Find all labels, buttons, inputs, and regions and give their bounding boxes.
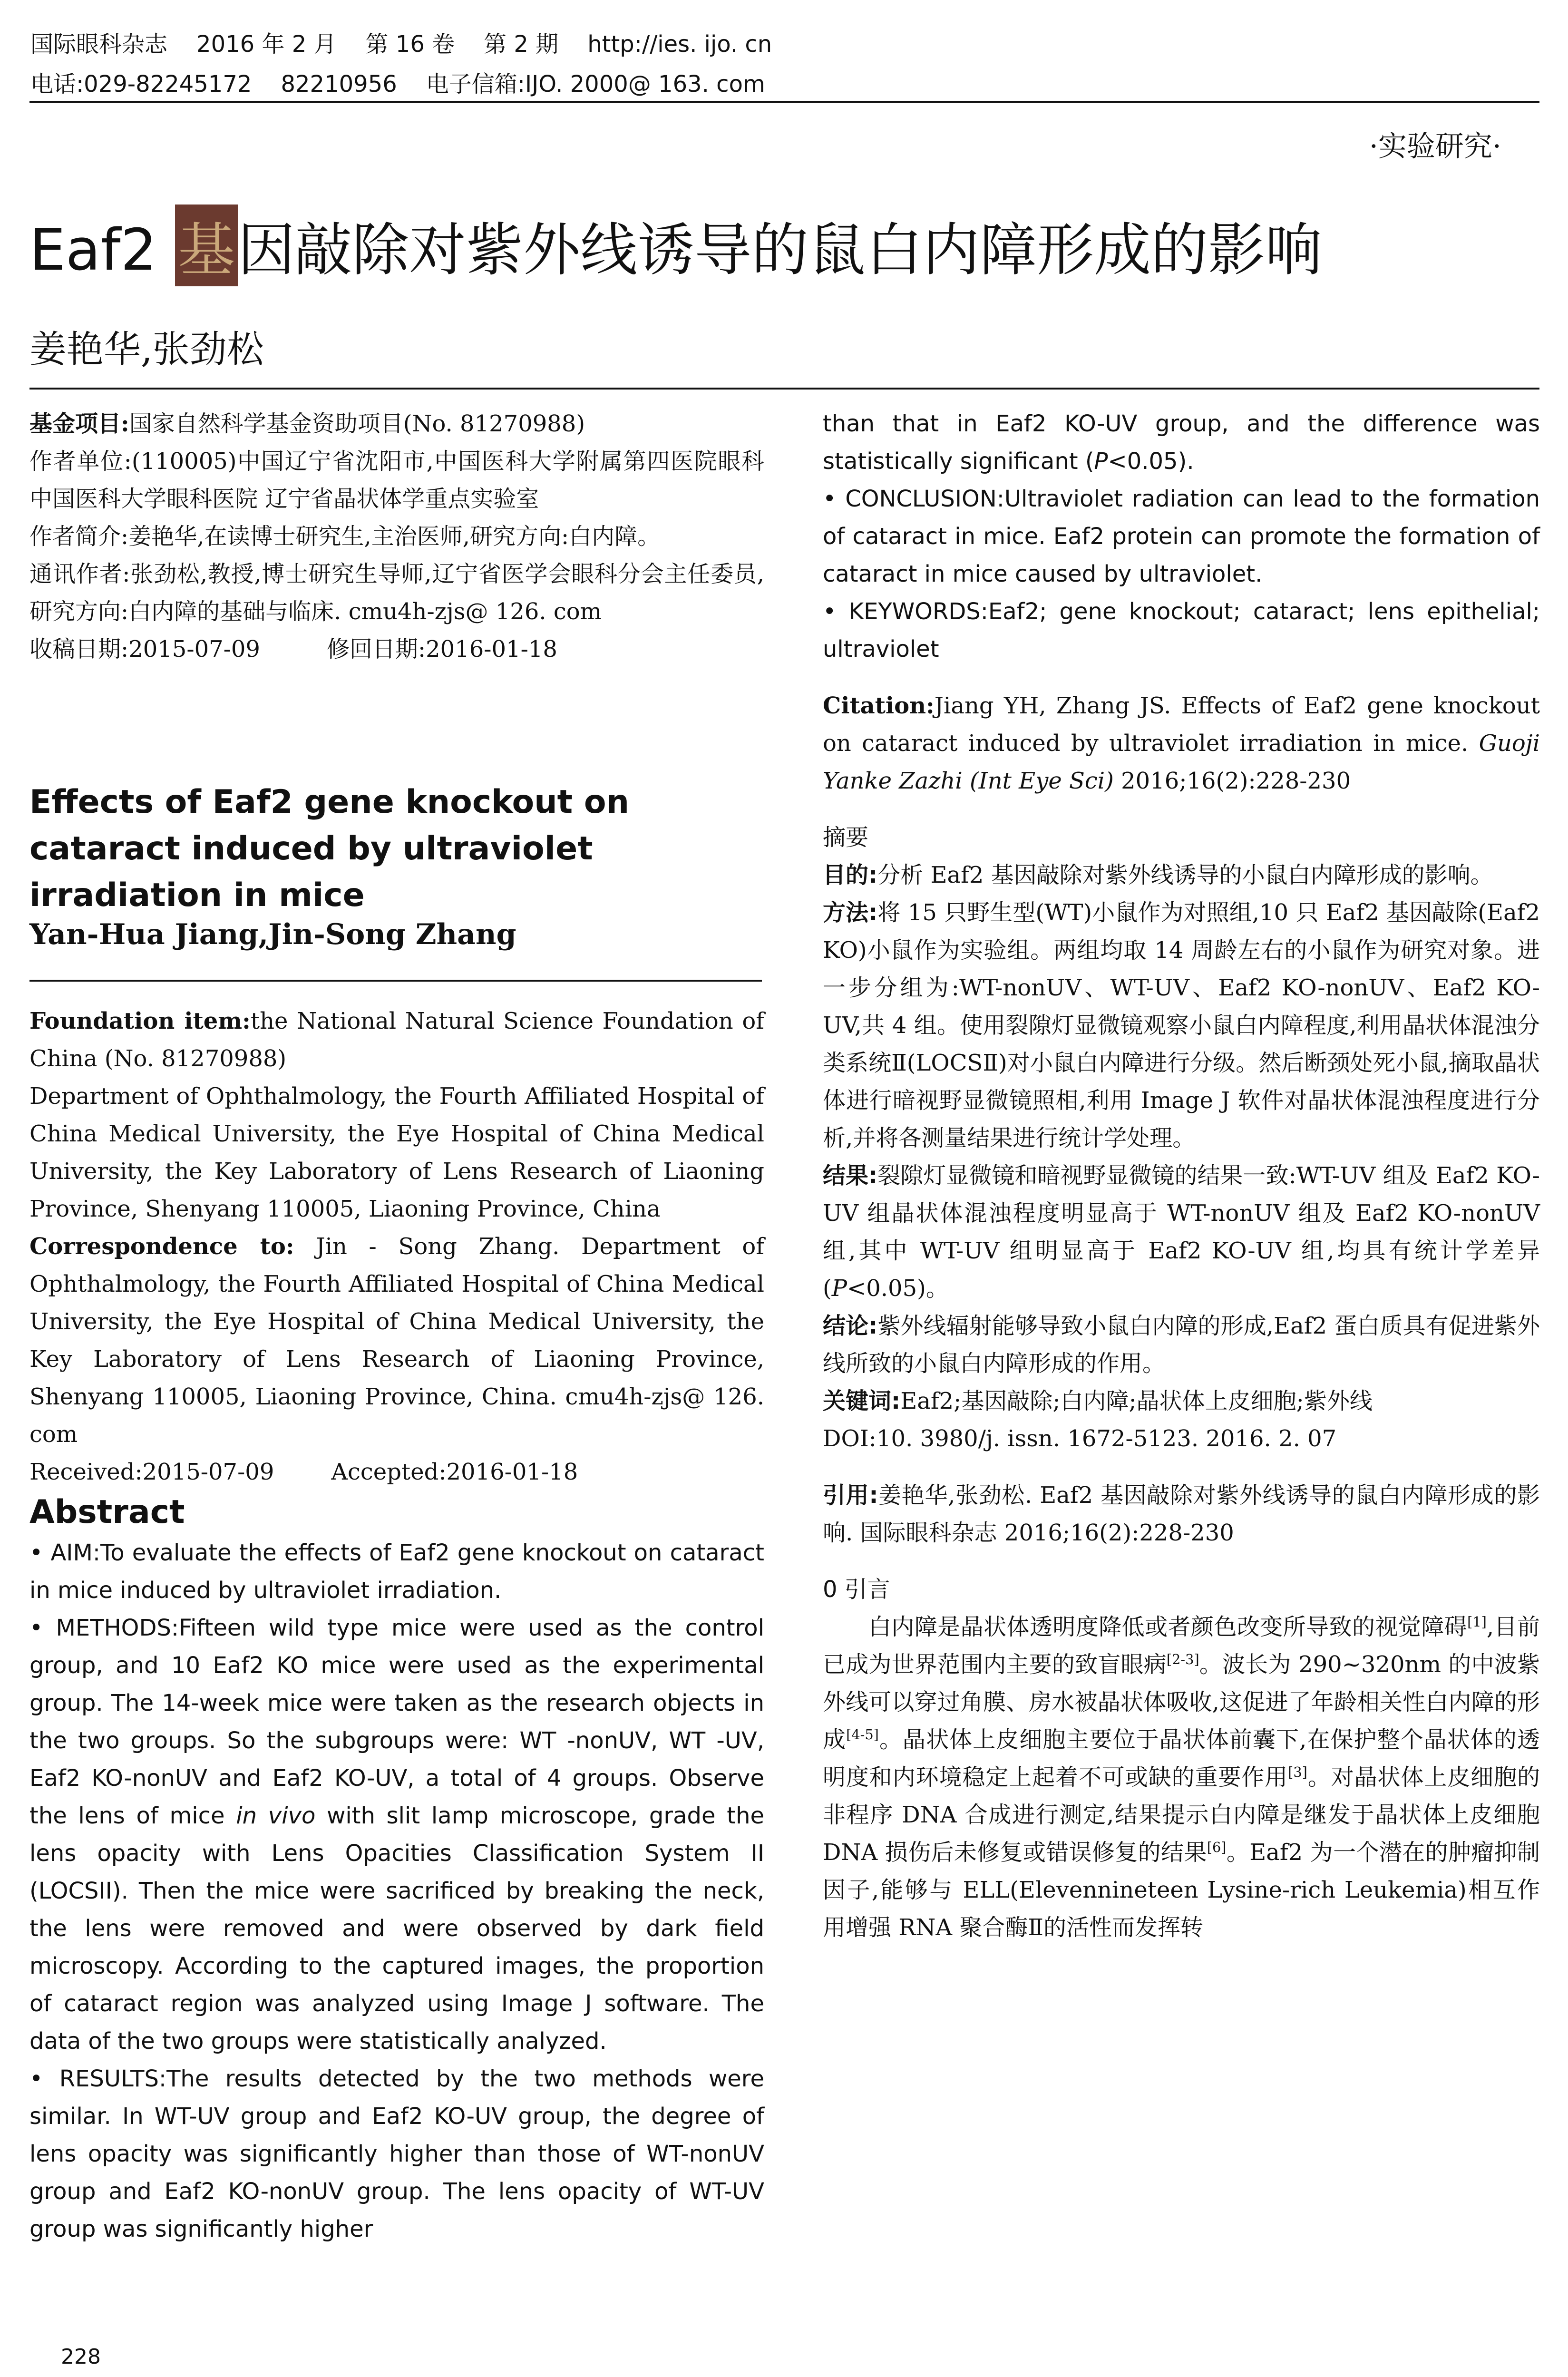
en-rule <box>29 980 762 982</box>
citation-text-a: Jiang YH, Zhang JS. Effects of Eaf2 gene knockout on cataract induced by ultraviolet irradiation in mice. <box>823 692 1540 757</box>
intro-paragraph <box>823 1608 1540 1947</box>
intro-ref2: [2-3] <box>1166 1651 1199 1667</box>
results-continued <box>823 405 1540 480</box>
intro-ref3: [4-5] <box>846 1726 879 1743</box>
title-highlight: 基 <box>175 205 238 286</box>
en-dates <box>29 1453 764 1491</box>
results-cont-a: than that in Eaf2 KO-UV group, and the difference was statistically significant ( <box>823 410 1540 475</box>
doi: DOI:10. 3980/j. issn. 1672-5123. 2016. 2. 07 <box>823 1425 1337 1452</box>
intro-heading: 0 引言 <box>823 1576 890 1603</box>
unit-item <box>29 443 764 518</box>
title-rest: 因敲除对紫外线诱导的鼠白内障形成的影响 <box>238 217 1323 283</box>
results-cont-p: P <box>1094 448 1108 475</box>
citation-block <box>823 687 1540 800</box>
cn-aim-text: 分析 Eaf2 基因敲除对紫外线诱导的小鼠白内障形成的影响。 <box>877 862 1493 888</box>
revised-label: 修回日期: <box>326 636 426 662</box>
methods-italic: in vivo <box>236 1802 316 1829</box>
abstract-body-left <box>29 1534 764 2248</box>
introduction <box>823 1571 1540 1947</box>
cn-methods <box>823 894 1540 1157</box>
cn-results <box>823 1157 1540 1307</box>
intro-p2: ,目前已成为世界范围内主要的致盲眼病 <box>823 1614 1540 1678</box>
cn-results-p: P <box>831 1275 847 1302</box>
journal-header-line2: 电话:029-82245172 82210956 电子信箱:IJO. 2000@ 163. com <box>30 71 765 97</box>
bio-item <box>29 518 764 555</box>
correspondence-item <box>29 1228 764 1453</box>
aim-text: To evaluate the effects of Eaf2 gene knockout on cataract in mice induced by ultraviolet irradiation. <box>29 1539 765 1604</box>
en-received: Received:2015-07-09 <box>29 1459 274 1485</box>
header-rule <box>29 101 1539 103</box>
intro-ref5: [6] <box>1207 1839 1227 1855</box>
keywords-text: Eaf2; gene knockout; cataract; lens epithelial; ultraviolet <box>823 598 1540 662</box>
en-affiliation-block <box>29 1003 764 1491</box>
cn-citation-label: 引用: <box>823 1482 878 1509</box>
corr-label: 通讯作者: <box>29 561 130 587</box>
methods-text-a: Fifteen wild type mice were used as the control group, and 10 Eaf2 KO mice were used as the experimental group. The 14-week mice were taken as the research objects in the two groups. So the subgroups were: WT -nonUV, WT -UV, Eaf2 KO-nonUV and Eaf2 KO-UV, a total of 4 groups. Observe the lens of mice <box>29 1615 764 1829</box>
bio-text: 姜艳华,在读博士研究生,主治医师,研究方向:白内障。 <box>128 523 661 550</box>
cn-conclusion <box>823 1307 1540 1383</box>
revised-date: 2016-01-18 <box>426 636 557 662</box>
citation <box>823 687 1540 800</box>
page-number: 228 <box>61 2345 101 2369</box>
section-tag: ·实验研究· <box>1369 130 1501 163</box>
intro-p1: 白内障是晶状体透明度降低或者颜色改变所导致的视觉障碍 <box>868 1614 1468 1640</box>
cn-citation-text: 姜艳华,张劲松. Eaf2 基因敲除对紫外线诱导的鼠白内障形成的影响. 国际眼科杂志 2016;16(2):228-230 <box>823 1482 1540 1546</box>
abstract-conclusion: • CONCLUSION:Ultraviolet radiation can lead to the formation of cataract in mice. Eaf2 protein can promote the formation of cataract in mice caused by ultraviolet. <box>823 486 1540 587</box>
intro-p6: 。Eaf2 为一个潜在的肿瘤抑制因子,能够与 ELL(Elevennineteen Lysine-rich Leukemia)相互作用增强 RNA 聚合酶Ⅱ的活性而发挥转 <box>823 1839 1540 1941</box>
intro-p4: 。晶状体上皮细胞主要位于晶状体前囊下,在保护整个晶状体的透明度和内环境稳定上起着不可或缺的重要作用 <box>823 1726 1540 1791</box>
cn-aim-label: 目的: <box>823 862 878 888</box>
unit-text: (110005)中国辽宁省沈阳市,中国医科大学附属第四医院眼科 中国医科大学眼科医院 辽宁省晶状体学重点实验室 <box>29 448 764 512</box>
cn-abstract-heading: 摘要 <box>823 824 869 851</box>
received-date: 2015-07-09 <box>128 636 260 662</box>
journal-header-line1: 国际眼科杂志 2016 年 2 月 第 16 卷 第 2 期 http://ies. ijo. cn <box>30 31 772 58</box>
right-column <box>823 405 1540 1947</box>
unit-label: 作者单位: <box>29 448 132 475</box>
foundation-text: the National Natural Science Foundation of China (No. 81270988) <box>29 1008 765 1072</box>
en-title: Effects of Eaf2 gene knockout on cataract induced by ultraviolet irradiation in mice <box>29 783 629 914</box>
results-label: RESULTS: <box>59 2065 167 2092</box>
en-authors: Yan-Hua Jiang,Jin-Song Zhang <box>29 918 516 951</box>
abstract-results: • RESULTS:The results detected by the two methods were similar. In WT-UV group and Eaf2 KO-UV group, the degree of lens opacity was significantly higher than those of WT-nonUV group and Eaf2 KO-nonUV group. The lens opacity of WT-UV group was significantly higher <box>29 2065 764 2242</box>
cn-conclusion-label: 结论: <box>823 1313 878 1339</box>
authors-cn: 姜艳华,张劲松 <box>29 328 264 371</box>
methods-text-b: with slit lamp microscope, grade the lens opacity with Lens Opacities Classification System II (LOCSII). Then the mice were sacrificed by breaking the neck, the lens were removed and were observed by dark field microscopy. According to the captured images, the proportion of cataract region was analyzed using Image J software. The data of the two groups were statistically analyzed. <box>29 1802 765 2055</box>
en-accepted: Accepted:2016-01-18 <box>331 1459 578 1485</box>
citation-text-b: 2016;16(2):228-230 <box>1121 768 1351 794</box>
aim-label: AIM: <box>50 1539 101 1566</box>
received-label: 收稿日期: <box>29 636 129 662</box>
cn-methods-text: 将 15 只野生型(WT)小鼠作为对照组,10 只 Eaf2 基因敲除(Eaf2 KO)小鼠作为实验组。两组均取 14 周龄左右的小鼠作为研究对象。进一步分组为:WT-nonUV、WT-UV、Eaf2 KO-nonUV、Eaf2 KO-UV,共 4 组。使用裂隙灯显微镜观察小鼠白内障程度,利用晶状体混浊分类系统Ⅱ(LOCSⅡ)对小鼠白内障进行分级。然后断颈处死小鼠,摘取晶状体进行暗视野显微镜照相,利用 Image J 软件对晶状体混浊程度进行分析,并将各测量结果进行统计学处理。 <box>823 899 1540 1151</box>
corr-text: 张劲松,教授,博士研究生导师,辽宁省医学会眼科分会主任委员,研究方向:白内障的基础与临床. cmu4h-zjs@ 126. com <box>29 561 764 625</box>
metadata-cn <box>29 405 764 668</box>
cn-results-text-a: 裂隙灯显微镜和暗视野显微镜的结果一致:WT-UV 组及 Eaf2 KO-UV 组晶状体混浊程度明显高于 WT-nonUV 组及 Eaf2 KO-nonUV 组,其中 WT-UV 组明显高于 Eaf2 KO-UV 组,均具有统计学差异( <box>823 1162 1540 1302</box>
results-text: The results detected by the two methods were similar. In WT-UV group and Eaf2 KO-UV group, the degree of lens opacity was significantly higher than those of WT-nonUV group and Eaf2 KO-nonUV group. The lens opacity of WT-UV group was significantly higher <box>29 2065 764 2242</box>
results-cont-b: <0.05). <box>1108 448 1194 475</box>
foundation-item <box>29 1003 764 1078</box>
abstract-heading: Abstract <box>29 1493 185 1531</box>
cn-abstract <box>823 819 1540 1458</box>
correspondence-text: Jin - Song Zhang. Department of Ophthalmology, the Fourth Affiliated Hospital of China Medical University, the Eye Hospital of China Medical University, the Key Laboratory of Lens Research of Liaoning Province, Shenyang 110005, Liaoning Province, China. cmu4h-zjs@ 126. com <box>29 1233 765 1448</box>
cn-citation-block <box>823 1477 1540 1552</box>
cn-conclusion-text: 紫外线辐射能够导致小鼠白内障的形成,Eaf2 蛋白质具有促进紫外线所致的小鼠白内障形成的作用。 <box>823 1313 1540 1377</box>
foundation-label: Foundation item: <box>29 1008 251 1034</box>
title-rule <box>29 388 1539 390</box>
fund-text: 国家自然科学基金资助项目(No. 81270988) <box>129 410 585 437</box>
citation-journal: Guoji Yanke Zazhi (Int Eye Sci) <box>823 730 1540 794</box>
correspondence-label: Correspondence to: <box>29 1233 294 1260</box>
conclusion-label: CONCLUSION: <box>845 486 1004 512</box>
cn-aim <box>823 857 1540 894</box>
corr-item <box>29 555 764 631</box>
citation-label: Citation: <box>823 692 935 719</box>
cn-methods-label: 方法: <box>823 899 878 926</box>
department: Department of Ophthalmology, the Fourth Affiliated Hospital of China Medical University, the Eye Hospital of China Medical University, the Key Laboratory of Lens Research of Liaoning Province, Shenyang 110005, Liaoning Province, China <box>29 1083 764 1222</box>
intro-p3: 。波长为 290~320nm 的中波紫外线可以穿过角膜、房水被晶状体吸收,这促进了年龄相关性白内障的形成 <box>823 1651 1540 1753</box>
intro-ref1: [1] <box>1467 1614 1487 1630</box>
cn-citation <box>823 1477 1540 1552</box>
abstract-aim: • AIM:To evaluate the effects of Eaf2 gene knockout on cataract in mice induced by ultraviolet irradiation. <box>29 1539 765 1604</box>
intro-ref4: [3] <box>1288 1764 1307 1780</box>
title-prefix: Eaf2 <box>29 217 175 283</box>
paper-title <box>29 205 1322 286</box>
abstract-keywords: • KEYWORDS:Eaf2; gene knockout; cataract; lens epithelial; ultraviolet <box>823 598 1540 662</box>
bio-label: 作者简介: <box>29 523 129 550</box>
abstract-body-right <box>823 405 1540 668</box>
cn-results-label: 结果: <box>823 1162 878 1189</box>
cn-keywords-text: Eaf2;基因敲除;白内障;晶状体上皮细胞;紫外线 <box>900 1388 1373 1414</box>
conclusion-text: Ultraviolet radiation can lead to the formation of cataract in mice. Eaf2 protein can promote the formation of cataract in mice caused by ultraviolet. <box>823 486 1540 587</box>
dates-item <box>29 631 764 668</box>
cn-results-text-b: <0.05)。 <box>847 1275 949 1302</box>
keywords-label: KEYWORDS: <box>848 598 988 625</box>
cn-keywords-label: 关键词: <box>823 1388 901 1414</box>
cn-keywords <box>823 1383 1540 1420</box>
fund-item <box>29 405 764 443</box>
fund-label: 基金项目: <box>29 410 129 437</box>
intro-p5: 。对晶状体上皮细胞的非程序 DNA 合成进行测定,结果提示白内障是继发于晶状体上皮细胞 DNA 损伤后未修复或错误修复的结果 <box>823 1764 1540 1866</box>
methods-label: METHODS: <box>56 1615 179 1641</box>
abstract-methods: • METHODS:Fifteen wild type mice were used as the control group, and 10 Eaf2 KO mice were used as the experimental group. The 14-week mice were taken as the research objects in the two groups. So the subgroups were: WT -nonUV, WT -UV, Eaf2 KO-nonUV and Eaf2 KO-UV, a total of 4 groups. Observe the lens of mice in vivo with slit lamp microscope, grade the lens opacity with Lens Opacities Classification System II (LOCSII). Then the mice were sacrificed by breaking the neck, the lens were removed and were observed by dark field microscopy. According to the captured images, the proportion of cataract region was analyzed using Image J software. The data of the two groups were statistically analyzed. <box>29 1615 765 2055</box>
